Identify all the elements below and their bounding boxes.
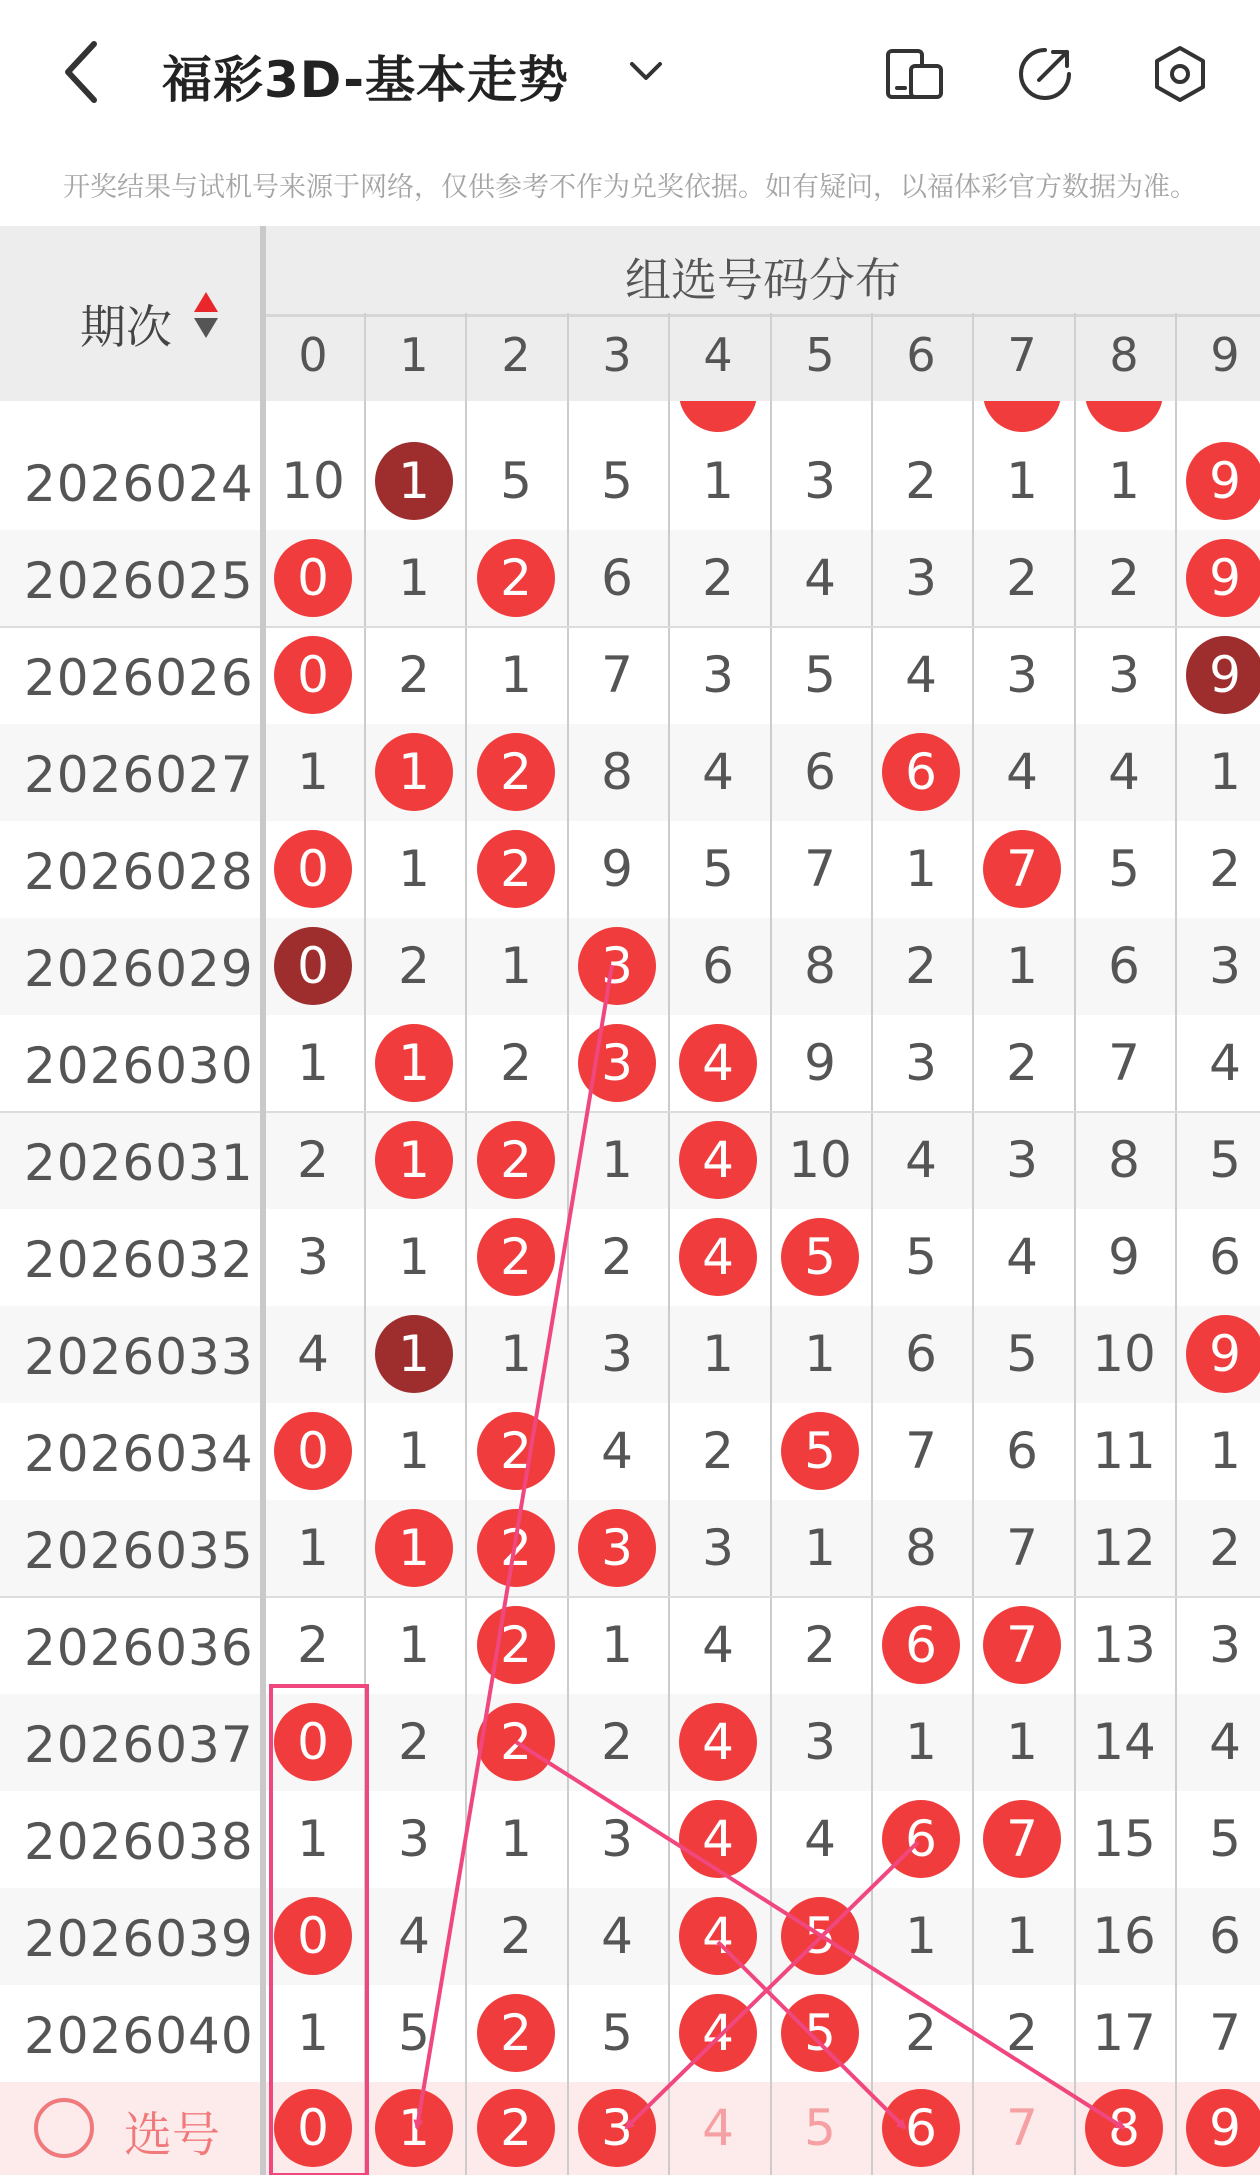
select-label: 选号 xyxy=(124,2107,221,2163)
omission-count: 9 xyxy=(601,840,633,898)
winning-number-ball: 9 xyxy=(1186,1315,1260,1393)
omission-count: 10 xyxy=(281,452,345,510)
omission-count: 3 xyxy=(1006,1131,1038,1189)
select-number[interactable]: 4 xyxy=(702,2099,734,2157)
period-number: 2026032 xyxy=(24,1231,254,1289)
omission-count: 2 xyxy=(804,1616,836,1674)
winning-number-ball: 7 xyxy=(983,1606,1061,1684)
winning-number-ball: 5 xyxy=(781,1994,859,2072)
omission-count: 10 xyxy=(1092,1325,1156,1383)
omission-count: 9 xyxy=(804,1034,836,1092)
omission-count: 10 xyxy=(788,1131,852,1189)
winning-number-ball: 9 xyxy=(1186,539,1260,617)
column-header-9: 9 xyxy=(1210,328,1240,382)
winning-number-ball: 4 xyxy=(679,1994,757,2072)
chevron-down-icon[interactable] xyxy=(626,56,666,86)
table-row[interactable] xyxy=(0,627,1260,724)
omission-count: 3 xyxy=(905,549,937,607)
header-column-divider xyxy=(465,313,467,401)
select-number-ball[interactable]: 0 xyxy=(274,2089,352,2167)
winning-number-ball: 3 xyxy=(578,1509,656,1587)
winning-number-ball: 2 xyxy=(477,830,555,908)
select-number-ball[interactable]: 8 xyxy=(1085,2089,1163,2167)
period-header-label: 期次 xyxy=(80,300,172,354)
winning-number-ball: 6 xyxy=(882,1800,960,1878)
select-number-ball[interactable]: 9 xyxy=(1186,2089,1260,2167)
omission-count: 11 xyxy=(1092,1422,1156,1480)
winning-number-ball: 0 xyxy=(274,927,352,1005)
column-header-2: 2 xyxy=(501,328,531,382)
back-arrow-icon[interactable] xyxy=(58,36,108,108)
winning-number-ball: 5 xyxy=(781,1412,859,1490)
omission-count: 1 xyxy=(905,840,937,898)
omission-count: 2 xyxy=(905,452,937,510)
omission-count: 2 xyxy=(601,1713,633,1771)
omission-count: 1 xyxy=(702,1325,734,1383)
column-header-3: 3 xyxy=(602,328,632,382)
winning-number-ball: 2 xyxy=(477,1994,555,2072)
table-row[interactable] xyxy=(0,1209,1260,1306)
table-row[interactable] xyxy=(0,724,1260,821)
table-row[interactable] xyxy=(0,918,1260,1015)
omission-count: 2 xyxy=(1006,1034,1038,1092)
omission-count: 16 xyxy=(1092,1907,1156,1965)
period-number: 2026031 xyxy=(24,1134,254,1192)
table-header xyxy=(0,226,1260,401)
header-column-divider xyxy=(871,313,873,401)
column-divider xyxy=(567,313,569,2175)
omission-count: 3 xyxy=(905,1034,937,1092)
omission-count: 1 xyxy=(1108,452,1140,510)
column-divider xyxy=(1175,313,1177,2175)
table-row[interactable] xyxy=(0,1500,1260,1597)
disclaimer-notice: 开奖结果与试机号来源于网络，仅供参考不作为兑奖依据。如有疑问，以福体彩官方数据为准。 xyxy=(63,172,1197,203)
winning-number-ball: 7 xyxy=(983,830,1061,908)
omission-count: 3 xyxy=(601,1325,633,1383)
omission-count: 5 xyxy=(1209,1131,1241,1189)
omission-count: 2 xyxy=(1209,1519,1241,1577)
omission-count: 5 xyxy=(601,2004,633,2062)
omission-count: 4 xyxy=(601,1422,633,1480)
column-header-5: 5 xyxy=(805,328,835,382)
omission-count: 2 xyxy=(1006,2004,1038,2062)
period-number: 2026038 xyxy=(24,1813,254,1871)
winning-number-ball: 2 xyxy=(477,1509,555,1587)
omission-count: 1 xyxy=(500,1325,532,1383)
winning-number-ball: 9 xyxy=(1186,636,1260,714)
omission-count: 2 xyxy=(297,1616,329,1674)
winning-number-ball: 0 xyxy=(274,1897,352,1975)
omission-count: 4 xyxy=(702,1616,734,1674)
period-number: 2026027 xyxy=(24,746,254,804)
table-row[interactable] xyxy=(0,433,1260,530)
row-group-divider xyxy=(0,1596,1260,1598)
settings-icon[interactable] xyxy=(1150,44,1210,104)
select-number-ball[interactable]: 1 xyxy=(375,2089,453,2167)
omission-count: 2 xyxy=(1209,840,1241,898)
omission-count: 1 xyxy=(297,2004,329,2062)
table-row[interactable] xyxy=(0,1015,1260,1112)
header-column-divider xyxy=(770,313,772,401)
omission-count: 1 xyxy=(398,1616,430,1674)
header-divider xyxy=(266,314,1260,317)
header-column-divider xyxy=(972,313,974,401)
omission-count: 3 xyxy=(702,646,734,704)
winning-number-ball: 2 xyxy=(477,1606,555,1684)
omission-count: 5 xyxy=(601,452,633,510)
omission-count: 5 xyxy=(804,646,836,704)
omission-count: 5 xyxy=(398,2004,430,2062)
column-header-0: 0 xyxy=(298,328,328,382)
omission-count: 3 xyxy=(702,1519,734,1577)
column-divider xyxy=(871,313,873,2175)
omission-count: 1 xyxy=(1006,1907,1038,1965)
omission-count: 2 xyxy=(297,1131,329,1189)
winning-number-ball: 1 xyxy=(375,733,453,811)
omission-count: 2 xyxy=(702,549,734,607)
omission-count: 4 xyxy=(1209,1713,1241,1771)
table-row[interactable] xyxy=(0,1888,1260,1985)
winning-number-ball: 1 xyxy=(375,1315,453,1393)
omission-count: 7 xyxy=(905,1422,937,1480)
omission-count: 7 xyxy=(804,840,836,898)
omission-count: 6 xyxy=(1108,937,1140,995)
group-distribution-header: 组选号码分布 xyxy=(625,253,901,307)
omission-count: 5 xyxy=(1108,840,1140,898)
omission-count: 7 xyxy=(1006,1519,1038,1577)
omission-count: 2 xyxy=(398,646,430,704)
table-row[interactable] xyxy=(0,1403,1260,1500)
winning-number-ball: 5 xyxy=(781,1897,859,1975)
omission-count: 6 xyxy=(601,549,633,607)
omission-count: 2 xyxy=(905,2004,937,2062)
column-header-4: 4 xyxy=(703,328,733,382)
omission-count: 2 xyxy=(1006,549,1038,607)
header-column-divider xyxy=(668,313,670,401)
period-number: 2026039 xyxy=(24,1910,254,1968)
winning-number-ball: 0 xyxy=(274,1412,352,1490)
omission-count: 2 xyxy=(601,1228,633,1286)
omission-count: 4 xyxy=(804,549,836,607)
winning-number-ball: 3 xyxy=(578,1024,656,1102)
omission-count: 5 xyxy=(1006,1325,1038,1383)
omission-count: 5 xyxy=(905,1228,937,1286)
period-number: 2026036 xyxy=(24,1619,254,1677)
omission-count: 2 xyxy=(398,1713,430,1771)
omission-count: 1 xyxy=(1006,452,1038,510)
omission-count: 1 xyxy=(905,1713,937,1771)
table-row[interactable] xyxy=(0,530,1260,627)
row-group-divider xyxy=(0,1111,1260,1113)
period-number: 2026034 xyxy=(24,1425,254,1483)
share-icon[interactable] xyxy=(1015,44,1075,104)
winning-number-ball: 1 xyxy=(375,442,453,520)
winning-number-ball: 4 xyxy=(679,1024,757,1102)
omission-count: 15 xyxy=(1092,1810,1156,1868)
column-divider xyxy=(972,313,974,2175)
omission-count: 4 xyxy=(1108,743,1140,801)
top-bar xyxy=(0,0,1260,150)
omission-count: 6 xyxy=(702,937,734,995)
table-row[interactable] xyxy=(0,1306,1260,1403)
select-number-row xyxy=(0,2082,1260,2175)
omission-count: 4 xyxy=(1006,743,1038,801)
omission-count: 3 xyxy=(398,1810,430,1868)
omission-count: 5 xyxy=(500,452,532,510)
omission-count: 2 xyxy=(500,1907,532,1965)
column-divider xyxy=(770,313,772,2175)
omission-count: 1 xyxy=(601,1131,633,1189)
omission-count: 3 xyxy=(1006,646,1038,704)
omission-count: 4 xyxy=(1006,1228,1038,1286)
omission-count: 4 xyxy=(297,1325,329,1383)
omission-count: 1 xyxy=(398,840,430,898)
omission-count: 7 xyxy=(601,646,633,704)
partial-row xyxy=(0,401,1260,433)
omission-count: 1 xyxy=(297,743,329,801)
omission-count: 1 xyxy=(500,646,532,704)
layout-toggle-icon[interactable] xyxy=(885,48,945,100)
omission-count: 3 xyxy=(804,452,836,510)
winning-number-ball: 1 xyxy=(375,1121,453,1199)
row-group-divider xyxy=(0,626,1260,628)
header-column-divider xyxy=(1175,313,1177,401)
winning-number-ball: 2 xyxy=(477,1218,555,1296)
period-number: 2026025 xyxy=(24,552,254,610)
omission-count: 7 xyxy=(1209,2004,1241,2062)
omission-count: 8 xyxy=(601,743,633,801)
winning-number-ball: 6 xyxy=(882,733,960,811)
omission-count: 4 xyxy=(804,1810,836,1868)
period-number: 2026033 xyxy=(24,1328,254,1386)
omission-count: 3 xyxy=(804,1713,836,1771)
winning-number-ball: 9 xyxy=(1186,442,1260,520)
winning-number-ball: 2 xyxy=(477,733,555,811)
column-header-6: 6 xyxy=(906,328,936,382)
omission-count: 5 xyxy=(702,840,734,898)
winning-number-ball: 0 xyxy=(274,636,352,714)
period-number: 2026026 xyxy=(24,649,254,707)
column-header-7: 7 xyxy=(1007,328,1037,382)
table-row[interactable] xyxy=(0,1112,1260,1209)
omission-count: 1 xyxy=(1209,743,1241,801)
omission-count: 1 xyxy=(1006,937,1038,995)
header-column-divider xyxy=(1074,313,1076,401)
column-divider xyxy=(668,313,670,2175)
period-number: 2026028 xyxy=(24,843,254,901)
winning-number-ball: 2 xyxy=(477,1121,555,1199)
page-title: 福彩3D-基本走势 xyxy=(162,51,569,109)
omission-count: 13 xyxy=(1092,1616,1156,1674)
omission-count: 2 xyxy=(905,937,937,995)
winning-number-ball: 3 xyxy=(578,927,656,1005)
winning-number-ball: 2 xyxy=(477,1703,555,1781)
winning-number-ball: 0 xyxy=(274,830,352,908)
period-number: 2026030 xyxy=(24,1037,254,1095)
omission-count: 1 xyxy=(905,1907,937,1965)
omission-count: 2 xyxy=(398,937,430,995)
winning-number-ball: 4 xyxy=(679,1800,757,1878)
winning-number-ball: 4 xyxy=(679,1218,757,1296)
table-row[interactable] xyxy=(0,1791,1260,1888)
column-divider xyxy=(364,313,366,2175)
omission-count: 1 xyxy=(500,1810,532,1868)
omission-count: 1 xyxy=(398,1228,430,1286)
omission-count: 1 xyxy=(398,1422,430,1480)
omission-count: 1 xyxy=(500,937,532,995)
column-divider xyxy=(1074,313,1076,2175)
omission-count: 3 xyxy=(1209,1616,1241,1674)
omission-count: 3 xyxy=(297,1228,329,1286)
omission-count: 1 xyxy=(804,1325,836,1383)
column-divider xyxy=(465,313,467,2175)
select-number-ball[interactable]: 6 xyxy=(882,2089,960,2167)
omission-count: 1 xyxy=(601,1616,633,1674)
sort-icon[interactable] xyxy=(192,288,220,344)
select-number-ball[interactable]: 3 xyxy=(578,2089,656,2167)
period-number: 2026029 xyxy=(24,940,254,998)
omission-count: 6 xyxy=(1006,1422,1038,1480)
omission-count: 1 xyxy=(1006,1713,1038,1771)
frozen-column-divider xyxy=(260,226,266,2175)
winning-number-ball: 0 xyxy=(274,1703,352,1781)
column-header-8: 8 xyxy=(1109,328,1139,382)
period-number: 2026037 xyxy=(24,1716,254,1774)
table-row[interactable] xyxy=(0,1597,1260,1694)
omission-count: 1 xyxy=(804,1519,836,1577)
omission-count: 8 xyxy=(905,1519,937,1577)
period-header[interactable] xyxy=(80,291,172,357)
omission-count: 1 xyxy=(297,1519,329,1577)
omission-count: 2 xyxy=(1108,549,1140,607)
winning-number-ball: 0 xyxy=(274,539,352,617)
omission-count: 1 xyxy=(1209,1422,1241,1480)
omission-count: 4 xyxy=(601,1907,633,1965)
omission-count: 2 xyxy=(702,1422,734,1480)
table-row[interactable] xyxy=(0,821,1260,918)
select-radio[interactable] xyxy=(34,2098,94,2158)
omission-count: 1 xyxy=(297,1810,329,1868)
omission-count: 7 xyxy=(1108,1034,1140,1092)
omission-count: 1 xyxy=(398,549,430,607)
omission-count: 4 xyxy=(905,1131,937,1189)
winning-number-ball: 1 xyxy=(375,1509,453,1587)
header-column-divider xyxy=(364,313,366,401)
winning-number-ball: 2 xyxy=(477,1412,555,1490)
omission-count: 6 xyxy=(1209,1907,1241,1965)
omission-count: 4 xyxy=(702,743,734,801)
omission-count: 1 xyxy=(297,1034,329,1092)
winning-number-ball: 5 xyxy=(781,1218,859,1296)
omission-count: 3 xyxy=(1108,646,1140,704)
header-column-divider xyxy=(567,313,569,401)
omission-count: 4 xyxy=(1209,1034,1241,1092)
omission-count: 9 xyxy=(1108,1228,1140,1286)
omission-count: 4 xyxy=(905,646,937,704)
table-row[interactable] xyxy=(0,1985,1260,2082)
partial-row-balls xyxy=(0,401,1260,433)
omission-count: 6 xyxy=(804,743,836,801)
omission-count: 8 xyxy=(804,937,836,995)
select-number[interactable]: 5 xyxy=(804,2099,836,2157)
winning-number-ball: 4 xyxy=(679,1121,757,1199)
winning-number-ball: 6 xyxy=(882,1606,960,1684)
omission-count: 14 xyxy=(1092,1713,1156,1771)
select-number[interactable]: 7 xyxy=(1006,2099,1038,2157)
omission-count: 8 xyxy=(1108,1131,1140,1189)
omission-count: 12 xyxy=(1092,1519,1156,1577)
omission-count: 17 xyxy=(1092,2004,1156,2062)
winning-number-ball: 2 xyxy=(477,539,555,617)
winning-number-ball: 7 xyxy=(983,1800,1061,1878)
omission-count: 1 xyxy=(702,452,734,510)
select-number-ball[interactable]: 2 xyxy=(477,2089,555,2167)
winning-number-ball: 4 xyxy=(679,1897,757,1975)
omission-count: 3 xyxy=(1209,937,1241,995)
omission-count: 6 xyxy=(1209,1228,1241,1286)
winning-number-ball: 1 xyxy=(375,1024,453,1102)
omission-count: 2 xyxy=(500,1034,532,1092)
table-row[interactable] xyxy=(0,1694,1260,1791)
column-header-1: 1 xyxy=(399,328,429,382)
period-number: 2026040 xyxy=(24,2007,254,2065)
period-number: 2026024 xyxy=(24,455,254,513)
period-number: 2026035 xyxy=(24,1522,254,1580)
winning-number-ball: 4 xyxy=(679,1703,757,1781)
omission-count: 5 xyxy=(1209,1810,1241,1868)
omission-count: 6 xyxy=(905,1325,937,1383)
omission-count: 3 xyxy=(601,1810,633,1868)
omission-count: 4 xyxy=(398,1907,430,1965)
